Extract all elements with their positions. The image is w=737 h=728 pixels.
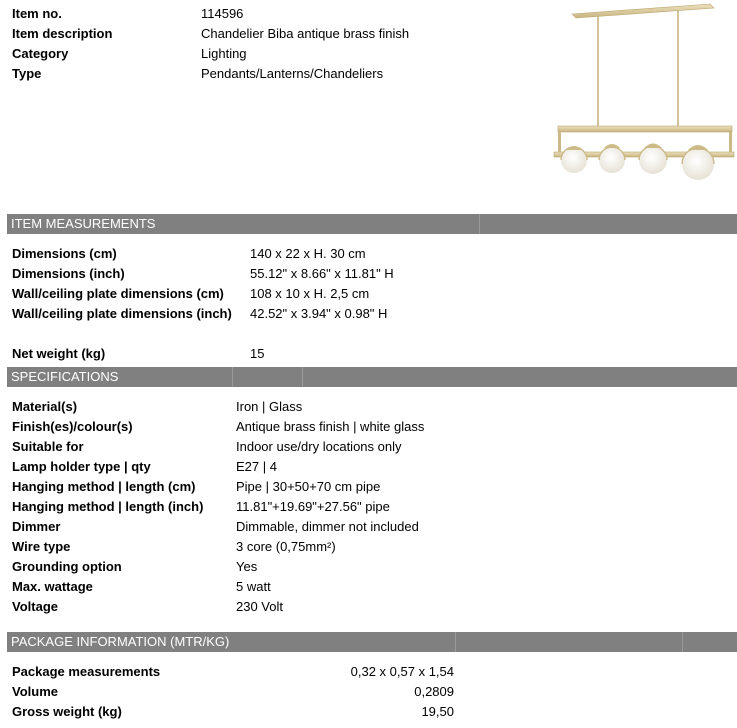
specifications-title: SPECIFICATIONS xyxy=(11,369,119,384)
spec-value: Dimmable, dimmer not included xyxy=(236,519,419,534)
package-information-header xyxy=(7,632,737,652)
package-label: Gross weight (kg) xyxy=(12,704,122,719)
spec-value: Indoor use/dry locations only xyxy=(236,439,402,454)
chandelier-image xyxy=(548,2,737,180)
specifications-header xyxy=(7,367,737,387)
spec-label: Wire type xyxy=(12,539,71,554)
package-value: 19,50 xyxy=(421,704,454,719)
item-description-value: Chandelier Biba antique brass finish xyxy=(201,26,410,41)
item-description-label: Item description xyxy=(12,26,113,41)
item-no-value: 114596 xyxy=(201,6,244,21)
package-value: 0,2809 xyxy=(414,684,454,699)
package-value: 0,32 x 0,57 x 1,54 xyxy=(350,664,454,679)
spec-label: Dimmer xyxy=(12,519,61,534)
package-label: Package measurements xyxy=(12,664,161,679)
spec-label: Grounding option xyxy=(12,559,122,574)
spec-value: Iron | Glass xyxy=(236,399,303,414)
category-label: Category xyxy=(12,46,69,61)
spec-value: 230 Volt xyxy=(236,599,283,614)
item-no-label: Item no. xyxy=(12,6,62,21)
spec-label: Hanging method | length (cm) xyxy=(12,479,196,494)
item-measurements-header xyxy=(7,214,737,234)
measurement-value: 108 x 10 x H. 2,5 cm xyxy=(250,286,370,301)
type-label: Type xyxy=(12,66,42,81)
net-weight-value: 15 xyxy=(250,346,265,361)
measurement-value: 55.12" x 8.66" x 11.81" H xyxy=(250,266,394,281)
measurement-label: Dimensions (inch) xyxy=(12,266,125,281)
spec-value: Antique brass finish | white glass xyxy=(236,419,425,434)
spec-label: Lamp holder type | qty xyxy=(12,459,151,474)
spec-label: Suitable for xyxy=(12,439,84,454)
measurement-value: 42.52" x 3.94" x 0.98" H xyxy=(250,306,388,321)
spec-value: E27 | 4 xyxy=(236,459,277,474)
spec-value: 11.81"+19.69"+27.56" pipe xyxy=(236,499,390,514)
package-label: Volume xyxy=(12,684,58,699)
measurement-label: Dimensions (cm) xyxy=(12,246,117,261)
spec-value: Pipe | 30+50+70 cm pipe xyxy=(236,479,381,494)
spec-label: Voltage xyxy=(12,599,58,614)
spec-label: Max. wattage xyxy=(12,579,93,594)
measurement-value: 140 x 22 x H. 30 cm xyxy=(250,246,366,261)
spec-label: Material(s) xyxy=(12,399,78,414)
category-value: Lighting xyxy=(201,46,247,61)
measurement-label: Wall/ceiling plate dimensions (inch) xyxy=(12,306,232,321)
spec-label: Finish(es)/colour(s) xyxy=(12,419,133,434)
net-weight-label: Net weight (kg) xyxy=(12,346,106,361)
spec-value: Yes xyxy=(236,559,258,574)
measurement-label: Wall/ceiling plate dimensions (cm) xyxy=(12,286,224,301)
spec-value: 3 core (0,75mm²) xyxy=(236,539,336,554)
type-value: Pendants/Lanterns/Chandeliers xyxy=(201,66,384,81)
item-measurements-title: ITEM MEASUREMENTS xyxy=(11,216,156,231)
spec-label: Hanging method | length (inch) xyxy=(12,499,204,514)
package-information-title: PACKAGE INFORMATION (MTR/KG) xyxy=(11,634,230,649)
spec-value: 5 watt xyxy=(236,579,271,594)
